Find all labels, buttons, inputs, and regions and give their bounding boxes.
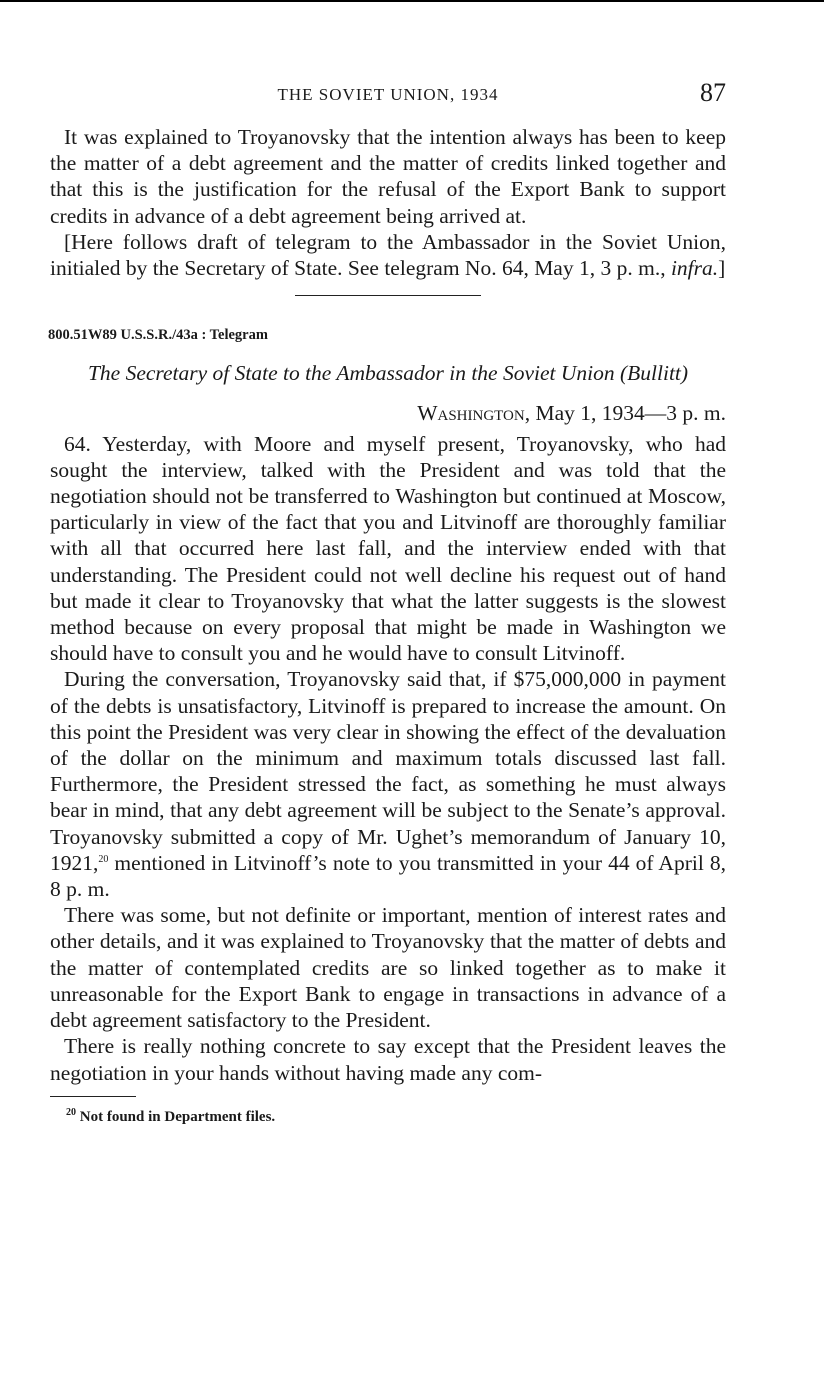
- footnote: [50, 1104, 726, 1130]
- dateline-date: , May 1, 1934—3 p. m.: [524, 401, 726, 426]
- running-title: THE SOVIET UNION, 1934: [277, 85, 499, 104]
- editorial-note: [50, 229, 726, 281]
- page-number: 87: [700, 78, 726, 107]
- dateline-place: Washington: [417, 401, 525, 426]
- paragraph-conclusion: There is really nothing concrete to say except that the President leaves the negotiation in your hands without having made any com-: [50, 1034, 726, 1085]
- footnote-reference: 20: [98, 853, 109, 865]
- paragraph-interest-rates: There was some, but not definite or important, mention of interest rates and other details, and it was explained to Troyanovsky that the matter of debts and the matter of contemplated credits are so linked together as to make it unreasonable for the Export Bank to engage in transactions in advance of a debt agreement satisfactory to the President.: [50, 903, 726, 1033]
- footnote-rule: [50, 1096, 136, 1097]
- conversation-text-end: mentioned in Litvinoff’s note to you transmitted in your 44 of April 8, 8 p. m.: [50, 850, 726, 902]
- paragraph-interview: 64. Yesterday, with Moore and myself present, Troyanovsky, who had sought the interview, talked with the President and was told that the negotiation should not be transferred to Washington but continued at Moscow, particularly in view of the fact that you and Litvinoff are thoroughly familiar with all that occurred here last fall, and the interview ended with that understanding. The President could not well decline his request out of hand but made it clear to Troyanovsky that what the latter suggests is the slowest method because on every proposal that might be made in Washington we should have to consult you and he would have to consult Litvinoff.: [50, 431, 726, 666]
- section-divider: [295, 295, 481, 296]
- editorial-note-text: [Here follows draft of telegram to the Ambassador in the Soviet Union, initialed by the Secretary of State. See telegram No. 64, May 1, 3 p. m.,: [50, 229, 726, 281]
- paragraph-explanation: It was explained to Troyanovsky that the intention always has been to keep the matter of a debt agreement and the matter of credits linked together and that this is the justification for the refusal of the Export Bank to support credits in advance of a debt agreement being arrived at.: [50, 125, 726, 228]
- page-body: [50, 124, 726, 1130]
- footnote-marker: 20: [66, 1106, 76, 1118]
- top-border-rule: [0, 0, 824, 2]
- conversation-text: During the conversation, Troyanovsky said that, if $75,000,000 in payment of the debts is unsatisfactory, Litvinoff is prepared to increase the amount. On this point the President was very clear in showing the effect of the devaluation of the dollar on the minimum and maximum totals discussed last fall. Furthermore, the President stressed the fact, as something he must always bear in mind, that any debt agreement will be subject to the Senate’s approval. Troyanovsky submitted a copy of Mr. Ughet’s memorandum of January 10, 1921,: [50, 667, 726, 875]
- dateline: [50, 400, 726, 426]
- document-title: The Secretary of State to the Ambassador in the Soviet Union (Bullitt): [87, 361, 689, 386]
- editorial-note-close: ]: [718, 256, 726, 281]
- page-header: [50, 72, 726, 112]
- editorial-note-infra: infra.: [670, 256, 719, 281]
- paragraph-conversation: [50, 666, 726, 902]
- footnote-text: Not found in Department files.: [76, 1108, 276, 1125]
- file-reference: 800.51W89 U.S.S.R./43a : Telegram: [48, 327, 268, 344]
